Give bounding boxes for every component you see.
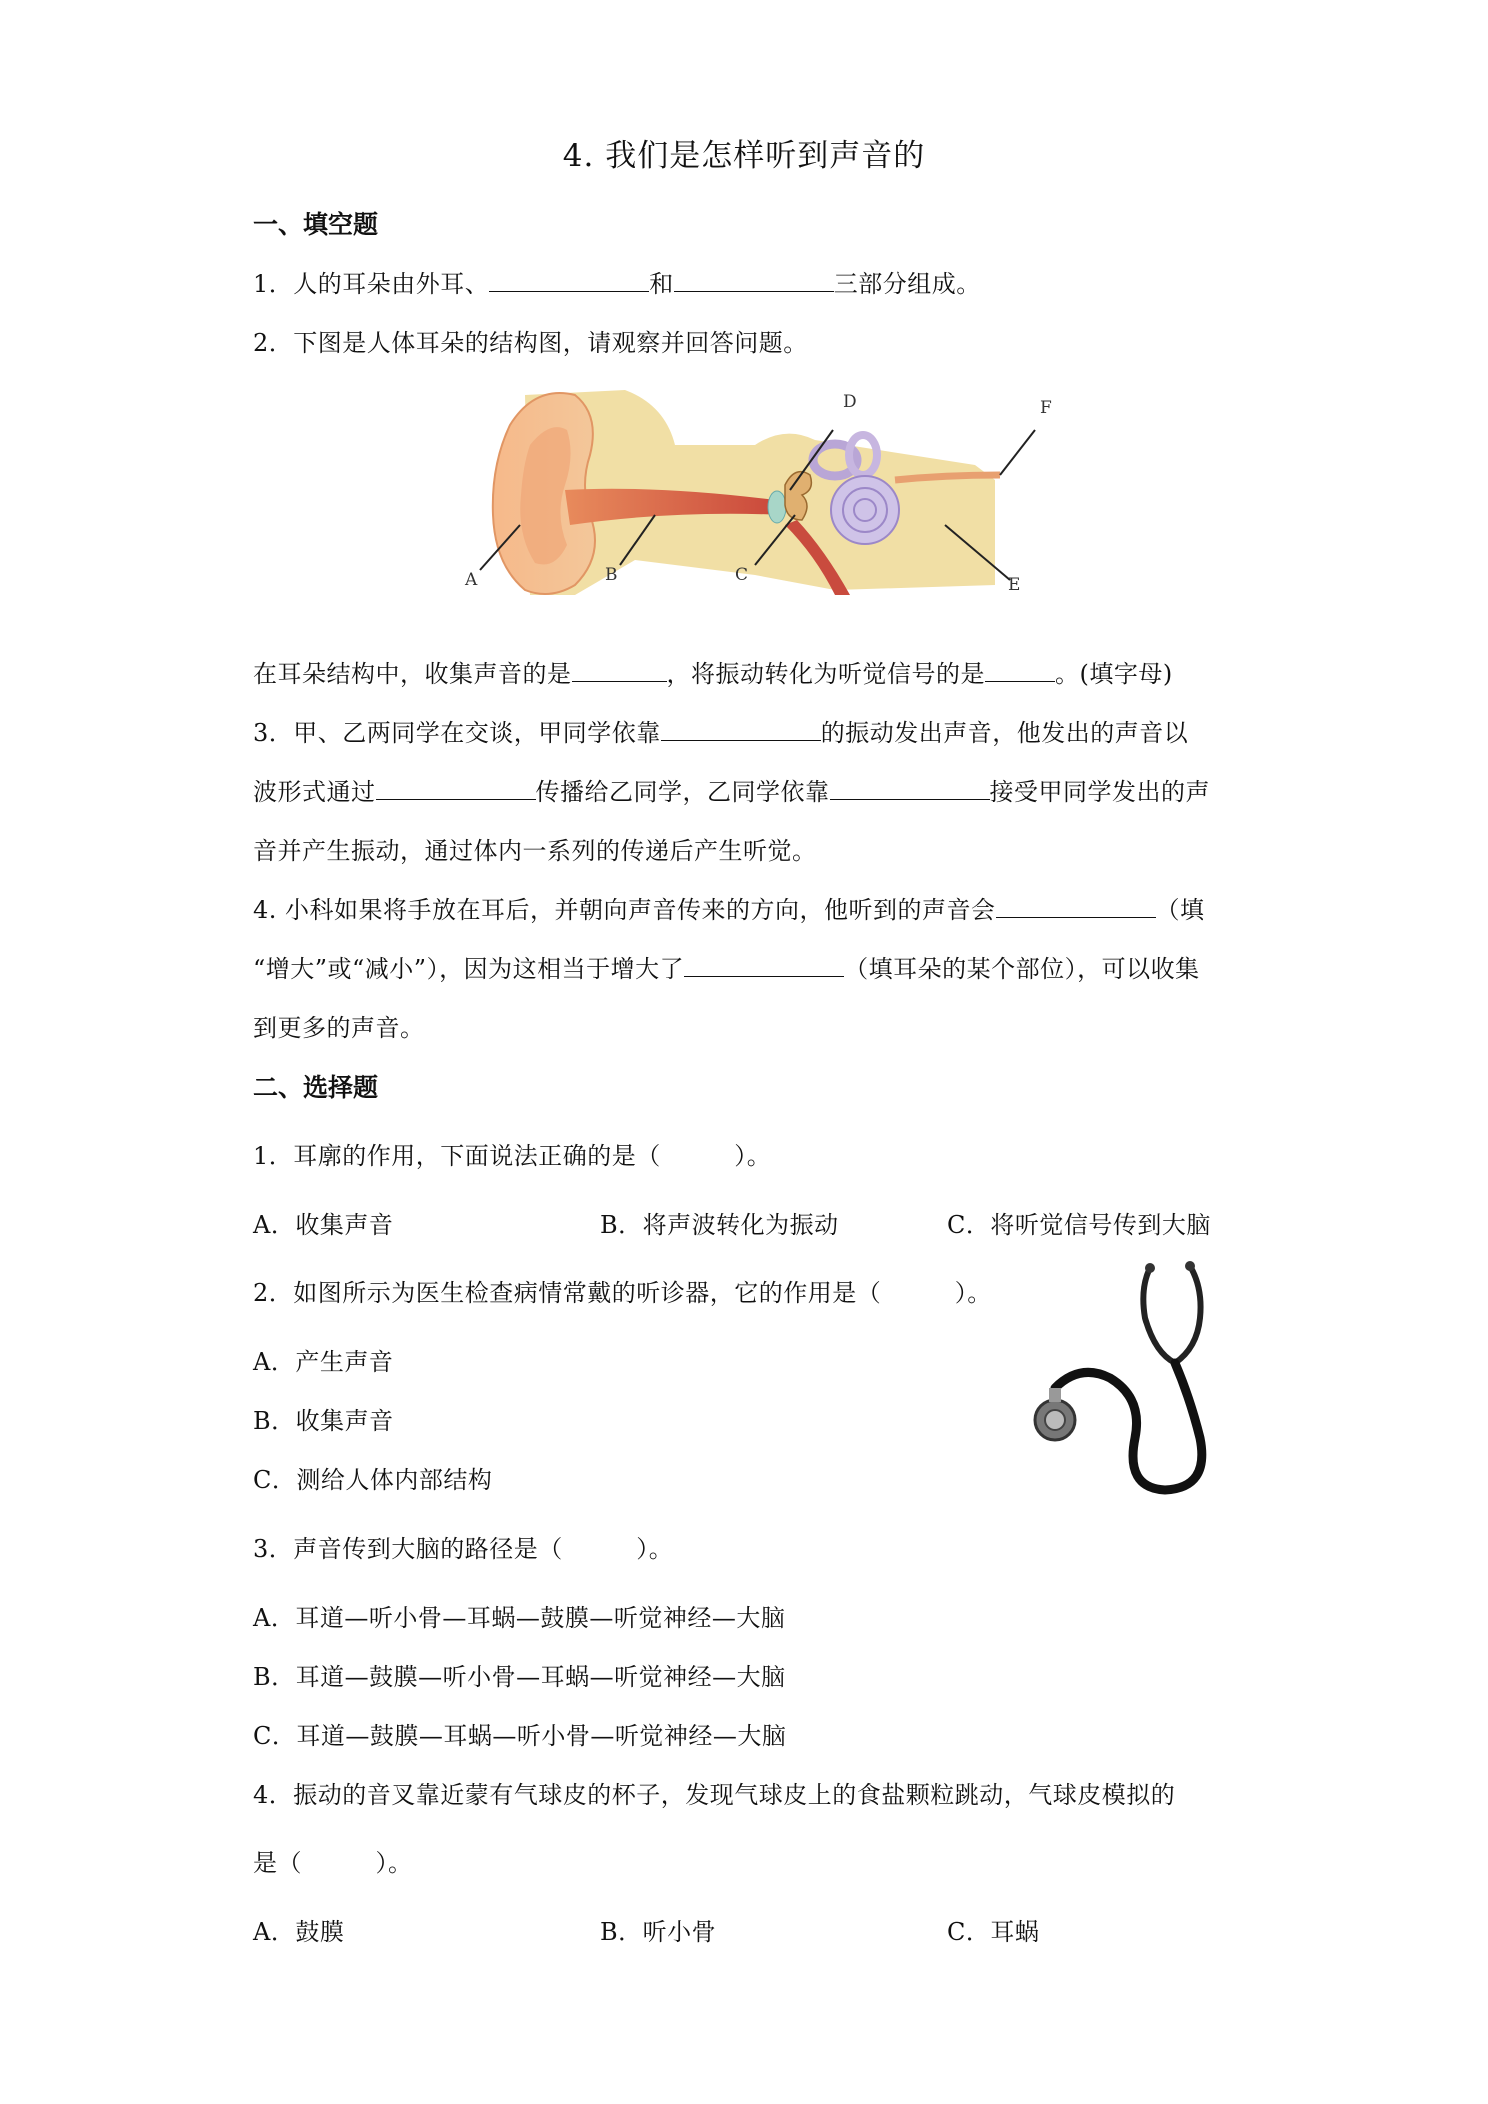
ear-structure-diagram	[455, 385, 1075, 605]
option-b[interactable]: B．听小骨	[600, 1918, 717, 1946]
choice-question-3: 3．声音传到大脑的路径是（ ）。	[253, 1535, 674, 1563]
choice-question-4-line-1: 4．振动的音叉靠近蒙有气球皮的杯子，发现气球皮上的食盐颗粒跳动，气球皮模拟的	[253, 1781, 1176, 1809]
answer-blank[interactable]	[684, 956, 844, 977]
answer-blank[interactable]	[985, 661, 1055, 682]
option-c[interactable]: C．耳道—鼓膜—耳蜗—听小骨—听觉神经—大脑	[253, 1722, 787, 1750]
question-4-line-3: 到更多的声音。	[253, 1014, 425, 1042]
question-4-line-1: 4. 小科如果将手放在耳后，并朝向声音传来的方向，他听到的声音会 （填	[253, 896, 1205, 924]
section-heading-fill-in: 一、填空题	[253, 210, 379, 239]
answer-blank[interactable]	[830, 779, 990, 800]
option-c[interactable]: C．将听觉信号传到大脑	[947, 1211, 1211, 1239]
question-2: 2．下图是人体耳朵的结构图，请观察并回答问题。	[253, 329, 808, 357]
choice-question-2: 2．如图所示为医生检查病情常戴的听诊器，它的作用是（ ）。	[253, 1279, 992, 1307]
option-a[interactable]: A．产生声音	[253, 1348, 394, 1376]
question-1: 1．人的耳朵由外耳、 和 三部分组成。	[253, 270, 981, 298]
label-a: A	[465, 570, 478, 590]
question-3-line-1: 3．甲、乙两同学在交谈，甲同学依靠 的振动发出声音，他发出的声音以	[253, 719, 1189, 747]
option-b[interactable]: B．将声波转化为振动	[600, 1211, 839, 1239]
choice-question-1: 1．耳廓的作用，下面说法正确的是（ ）。	[253, 1142, 772, 1170]
answer-blank[interactable]	[376, 779, 536, 800]
question-3-line-2: 波形式通过 传播给乙同学，乙同学依靠 接受甲同学发出的声	[253, 778, 1210, 806]
option-a[interactable]: A．耳道—听小骨—耳蜗—鼓膜—听觉神经—大脑	[253, 1604, 786, 1632]
answer-blank[interactable]	[996, 897, 1156, 918]
stethoscope-image	[1025, 1258, 1255, 1498]
label-f: F	[1040, 398, 1052, 418]
question-3-line-3: 音并产生振动，通过体内一系列的传递后产生听觉。	[253, 837, 817, 865]
option-b[interactable]: B．收集声音	[253, 1407, 394, 1435]
answer-blank[interactable]	[489, 271, 649, 292]
question-4-line-2: “增大”或“减小”），因为这相当于增大了 （填耳朵的某个部位），可以收集	[253, 955, 1200, 983]
section-heading-choice: 二、选择题	[253, 1073, 379, 1102]
label-c: C	[735, 565, 749, 585]
question-2-answer: 在耳朵结构中，收集声音的是 ，将振动转化为听觉信号的是 。(填字母)	[253, 660, 1173, 688]
label-b: B	[605, 565, 618, 585]
label-e: E	[1008, 575, 1021, 595]
page-title: 4. 我们是怎样听到声音的	[562, 138, 926, 174]
option-c[interactable]: C．测给人体内部结构	[253, 1466, 493, 1494]
option-a[interactable]: A．收集声音	[253, 1211, 394, 1239]
option-c[interactable]: C．耳蜗	[947, 1918, 1040, 1946]
answer-blank[interactable]	[572, 661, 667, 682]
label-d: D	[843, 392, 857, 412]
answer-blank[interactable]	[661, 720, 821, 741]
answer-blank[interactable]	[674, 271, 834, 292]
option-b[interactable]: B．耳道—鼓膜—听小骨—耳蜗—听觉神经—大脑	[253, 1663, 786, 1691]
choice-question-4-line-2: 是（ ）。	[253, 1849, 413, 1877]
option-a[interactable]: A．鼓膜	[253, 1918, 345, 1946]
